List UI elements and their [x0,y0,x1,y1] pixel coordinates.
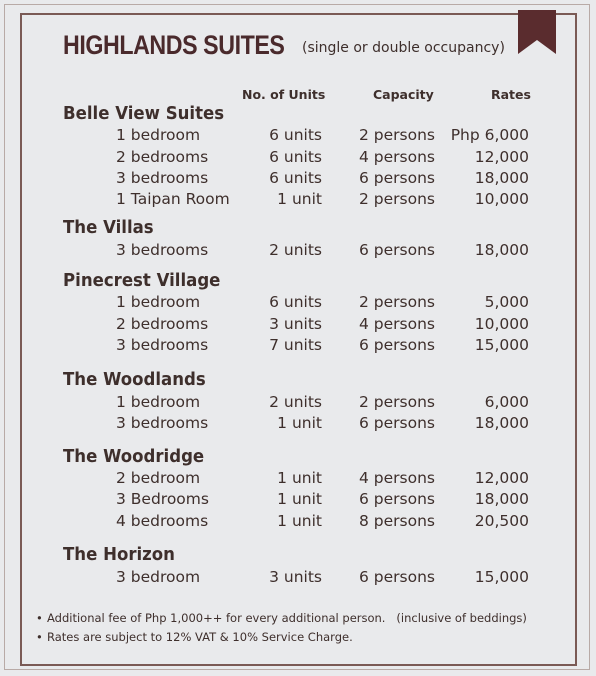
rate: 15,000 [474,336,529,354]
rate: 18,000 [474,241,529,259]
rate: 15,000 [474,568,529,586]
section-title-horizon: The Horizon [63,544,175,565]
room-type: 3 bedrooms [116,241,209,259]
bookmark-ribbon-icon [518,10,556,54]
units-count: 6 units [269,148,322,166]
rate: 12,000 [474,469,529,487]
table-row [0,293,596,314]
table-row [0,568,596,589]
room-type: 1 bedroom [116,393,201,411]
units-count: 3 units [269,568,322,586]
section-title-villas: The Villas [63,217,154,238]
capacity: 4 persons [359,148,435,166]
rate: 18,000 [474,414,529,432]
header-capacity: Capacity [373,87,434,102]
bullet-icon: • [36,611,43,625]
capacity: 6 persons [359,169,435,187]
room-type: 3 bedrooms [116,169,209,187]
rate: 18,000 [474,169,529,187]
rate: 6,000 [484,393,529,411]
capacity: 6 persons [359,568,435,586]
capacity: 8 persons [359,512,435,530]
units-count: 1 unit [277,469,322,487]
section-title-belle-view: Belle View Suites [63,103,225,124]
table-row [0,241,596,262]
units-count: 3 units [269,315,322,333]
footnote [36,630,353,644]
units-count: 7 units [269,336,322,354]
units-count: 1 unit [277,414,322,432]
units-count: 1 unit [277,512,322,530]
capacity: 6 persons [359,336,435,354]
table-row [0,414,596,435]
units-count: 6 units [269,126,322,144]
units-count: 1 unit [277,190,322,208]
table-row [0,490,596,511]
page-subtitle: (single or double occupancy) [302,40,505,56]
room-type: 2 bedrooms [116,315,209,333]
table-row [0,336,596,357]
rate: 5,000 [484,293,529,311]
room-type: 3 Bedrooms [116,490,209,508]
units-count: 6 units [269,169,322,187]
capacity: 2 persons [359,393,435,411]
footnote-text: Additional fee of Php 1,000++ for every additional person. (inclusive of beddings) [47,611,527,625]
capacity: 4 persons [359,315,435,333]
capacity: 6 persons [359,490,435,508]
capacity: 6 persons [359,241,435,259]
units-count: 1 unit [277,490,322,508]
capacity: 2 persons [359,293,435,311]
capacity: 2 persons [359,190,435,208]
header-rates: Rates [491,87,531,102]
room-type: 2 bedrooms [116,148,209,166]
footnote [36,611,527,625]
rate: 10,000 [474,315,529,333]
table-row [0,393,596,414]
section-title-woodridge: The Woodridge [63,446,205,467]
room-type: 1 bedroom [116,126,201,144]
room-type: 4 bedrooms [116,512,209,530]
table-row [0,469,596,490]
table-row [0,148,596,169]
room-type: 3 bedroom [116,568,201,586]
table-row [0,169,596,190]
rate: 10,000 [474,190,529,208]
rate: 20,500 [474,512,529,530]
room-type: 3 bedrooms [116,336,209,354]
section-title-pinecrest: Pinecrest Village [63,270,221,291]
room-type: 1 bedroom [116,293,201,311]
capacity: 6 persons [359,414,435,432]
table-row [0,190,596,211]
table-row [0,315,596,336]
rate: Php 6,000 [450,126,529,144]
room-type: 1 Taipan Room [116,190,230,208]
table-row [0,512,596,533]
room-type: 2 bedroom [116,469,201,487]
units-count: 2 units [269,393,322,411]
capacity: 2 persons [359,126,435,144]
capacity: 4 persons [359,469,435,487]
room-type: 3 bedrooms [116,414,209,432]
rate: 12,000 [474,148,529,166]
footnote-text: Rates are subject to 12% VAT & 10% Service Charge. [47,630,353,644]
bullet-icon: • [36,630,43,644]
page-title: HIGHLANDS SUITES [63,30,285,60]
section-title-woodlands: The Woodlands [63,369,206,390]
units-count: 2 units [269,241,322,259]
header-units: No. of Units [242,87,326,102]
rate: 18,000 [474,490,529,508]
units-count: 6 units [269,293,322,311]
table-row [0,126,596,147]
